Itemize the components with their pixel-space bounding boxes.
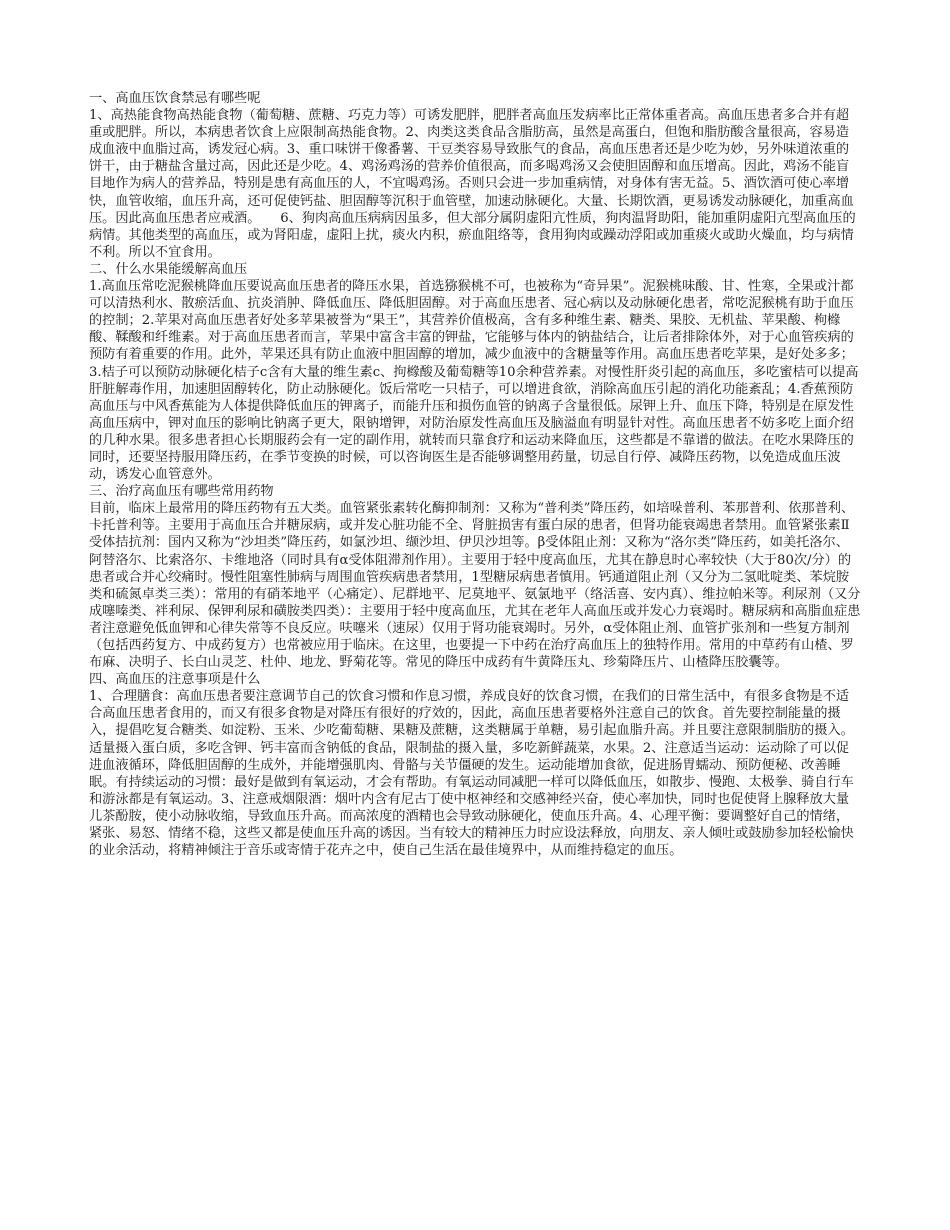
- section-heading-fruits: 二、什么水果能缓解高血压: [89, 261, 248, 277]
- section-body-fruits: 1.高血压常吃泥猴桃降血压要说高血压患者的降压水果，首选猕猴桃不可，也被称为“奇异果”。泥猴桃味酸、甘、性寒，全果或汁都可以清热利水、散瘀活血、抗炎消肿、降低血压、降低胆固醇。对于高血压患者、冠心病以及动脉硬化患者，常吃泥猴桃有助于血压的控制；2.苹果对高血压患者好处多苹果被誉为“果王”，其营养价值极高，含有多种维生素、糖类、果胶、无机盐、苹果酸、枸橼酸、鞣酸和纤维素。对于高血压患者而言，苹果中富含丰富的钾盐，它能够与体内的钠盐结合，让后者排除体外，对于心血管疾病的预防有着重要的作用。此外，苹果还具有防止血液中胆固醇的增加，减少血液中的含糖量等作用。高血压患者吃苹果，是好处多多；3.桔子可以预防动脉硬化桔子c含有大量的维生素c、拘橼酸及葡萄糖等10余种营养素。对慢性肝炎引起的高血压，多吃蜜桔可以提高肝脏解毒作用，加速胆固醇转化，防止动脉硬化。饭后常吃一只桔子，可以增进食欲，消除高血压引起的消化功能紊乱；4.香蕉预防高血压与中风香蕉能为人体提供降低血压的钾离子，而能升压和损伤血管的钠离子含量很低。尿钾上升、血压下降，特别是在原发性高血压病中，钾对血压的影响比钠离子更大，限钠增钾，对防治原发性高血压及脑溢血有明显针对性。高血压患者不妨多吃上面介绍的几种水果。很多患者担心长期服药会有一定的副作用，就转而只靠食疗和运动来降血压，这些都是不靠谱的做法。在吃水果降压的同时，还要坚持服用降压药，在季节变换的时候，可以咨询医生是否能够调整用药量，切忌自行停、减降压药物，以免造成血压波动，诱发心血管意外。: [89, 279, 859, 483]
- section-body-medications: 目前，临床上最常用的降压药物有五大类。血管紧张素转化酶抑制剂：又称为“普利类”降压药，如培哚普利、苯那普利、依那普利、卡托普利等。主要用于高血压合并糖尿病，或并发心脏功能不全、肾脏损害有蛋白尿的患者，但肾功能衰竭患者禁用。血管紧张素Ⅱ受体拮抗剂：国内又称为“沙坦类”降压药，如氯沙坦、缬沙坦、伊贝沙坦等。β受体阻止剂：又称为“洛尔类”降压药，如美托洛尔、阿替洛尔、比索洛尔、卡维地洛（同时具有α受体阻滞剂作用）。主要用于轻中度高血压，尤其在静息时心率较快（大于80次/分）的患者或合并心绞痛时。慢性阻塞性肺病与周围血管疾病患者禁用，1型糖尿病患者慎用。钙通道阻止剂（又分为二氢吡啶类、苯烷胺类和硫氮卓类三类）：常用的有硝苯地平（心痛定）、尼群地平、尼莫地平、氨氯地平（络活喜、安内真）、维拉帕米等。利尿剂（又分成噻嗪类、袢利尿、保钾利尿和磺胺类四类）：主要用于轻中度高血压，尤其在老年人高血压或并发心力衰竭时。糖尿病和高脂血症患者注意避免低血钾和心律失常等不良反应。呋噻米（速尿）仅用于肾功能衰竭时。另外，α受体阻止剂、血管扩张剂和一些复方制剂（包括西药复方、中成药复方）也常被应用于临床。在这里，也要提一下中药在治疗高血压上的独特作用。常用的中草药有山楂、罗布麻、决明子、长白山灵芝、杜仲、地龙、野菊花等。常见的降压中成药有牛黄降压丸、珍菊降压片、山楂降压胶囊等。: [89, 501, 861, 671]
- section-heading-diet-taboos: 一、高血压饮食禁忌有哪些呢: [89, 91, 261, 106]
- section-heading-precautions: 四、高血压的注意事项是什么: [89, 672, 261, 688]
- document-page: [89, 90, 861, 859]
- section-body-precautions: 1、合理膳食：高血压患者要注意调节自己的饮食习惯和作息习惯，养成良好的饮食习惯，在我们的日常生活中，有很多食物是不适合高血压患者食用的，而又有很多食物是对降压有很好的疗效的，因此，高血压患者要格外注意自己的饮食。首先要控制能量的摄入，提倡吃复合糖类、如淀粉、玉米、少吃葡萄糖、果糖及蔗糖，这类糖属于单糖，易引起血脂升高。并且要注意限制脂肪的摄入。适量摄入蛋白质，多吃含钾、钙丰富而含钠低的食品，限制盐的摄入量，多吃新鲜蔬菜，水果。2、注意适当运动：运动除了可以促进血液循环，降低胆固醇的生成外，并能增强肌肉、骨骼与关节僵硬的发生。运动能增加食欲，促进肠胃蠕动、预防便秘、改善睡眠。有持续运动的习惯：最好是做到有氧运动，才会有帮助。有氧运动同减肥一样可以降低血压，如散步、慢跑、太极拳、骑自行车和游泳都是有氧运动。3、注意戒烟限酒：烟叶内含有尼古丁使中枢神经和交感神经兴奋，使心率加快，同时也促使肾上腺释放大量儿茶酚胺，使小动脉收缩，导致血压升高。而高浓度的酒精也会导致动脉硬化，使血压升高。4、心理平衡：要调整好自己的情绪，紧张、易怒、情绪不稳，这些又都是使血压升高的诱因。当有较大的精神压力时应设法释放，向朋友、亲人倾吐或鼓励参加轻松愉快的业余活动，将精神倾注于音乐或寄情于花卉之中，使自己生活在最佳境界中，从而维持稳定的血压。: [89, 689, 854, 859]
- section-body-diet-taboos: 1、高热能食物高热能食物（葡萄糖、蔗糖、巧克力等）可诱发肥胖，肥胖者高血压发病率比正常体重者高。高血压患者多合并有超重或肥胖。所以，本病患者饮食上应限制高热能食物。2、肉类这类食品含脂肪高，虽然是高蛋白，但饱和脂肪酸含量很高，容易造成血液中血脂过高，诱发冠心病。3、重口味饼干像番薯、干豆类容易导致胀气的食品，高血压患者还是少吃为妙，另外味道浓重的饼干，由于糖盐含量过高，因此还是少吃。4、鸡汤鸡汤的营养价值很高，而多喝鸡汤又会使胆固醇和血压增高。因此，鸡汤不能盲目地作为病人的营养品，特别是患有高血压的人，不宜喝鸡汤。否则只会进一步加重病情，对身体有害无益。5、酒饮酒可使心率增快，血管收缩，血压升高，还可促使钙盐、胆固醇等沉积于血管壁，加速动脉硬化。大量、长期饮酒，更易诱发动脉硬化，加重高血压。因此高血压患者应戒酒。 6、狗肉高血压病病因虽多，但大部分属阴虚阳亢性质，狗肉温肾助阳，能加重阴虚阳亢型高血压的病情。其他类型的高血压，或为肾阳虚，虚阳上扰，痰火内积，瘀血阻络等，食用狗肉或躁动浮阳或加重痰火或助火燥血，均与病情不利。所以不宜食用。: [89, 108, 856, 260]
- section-heading-medications: 三、治疗高血压有哪些常用药物: [89, 484, 274, 500]
